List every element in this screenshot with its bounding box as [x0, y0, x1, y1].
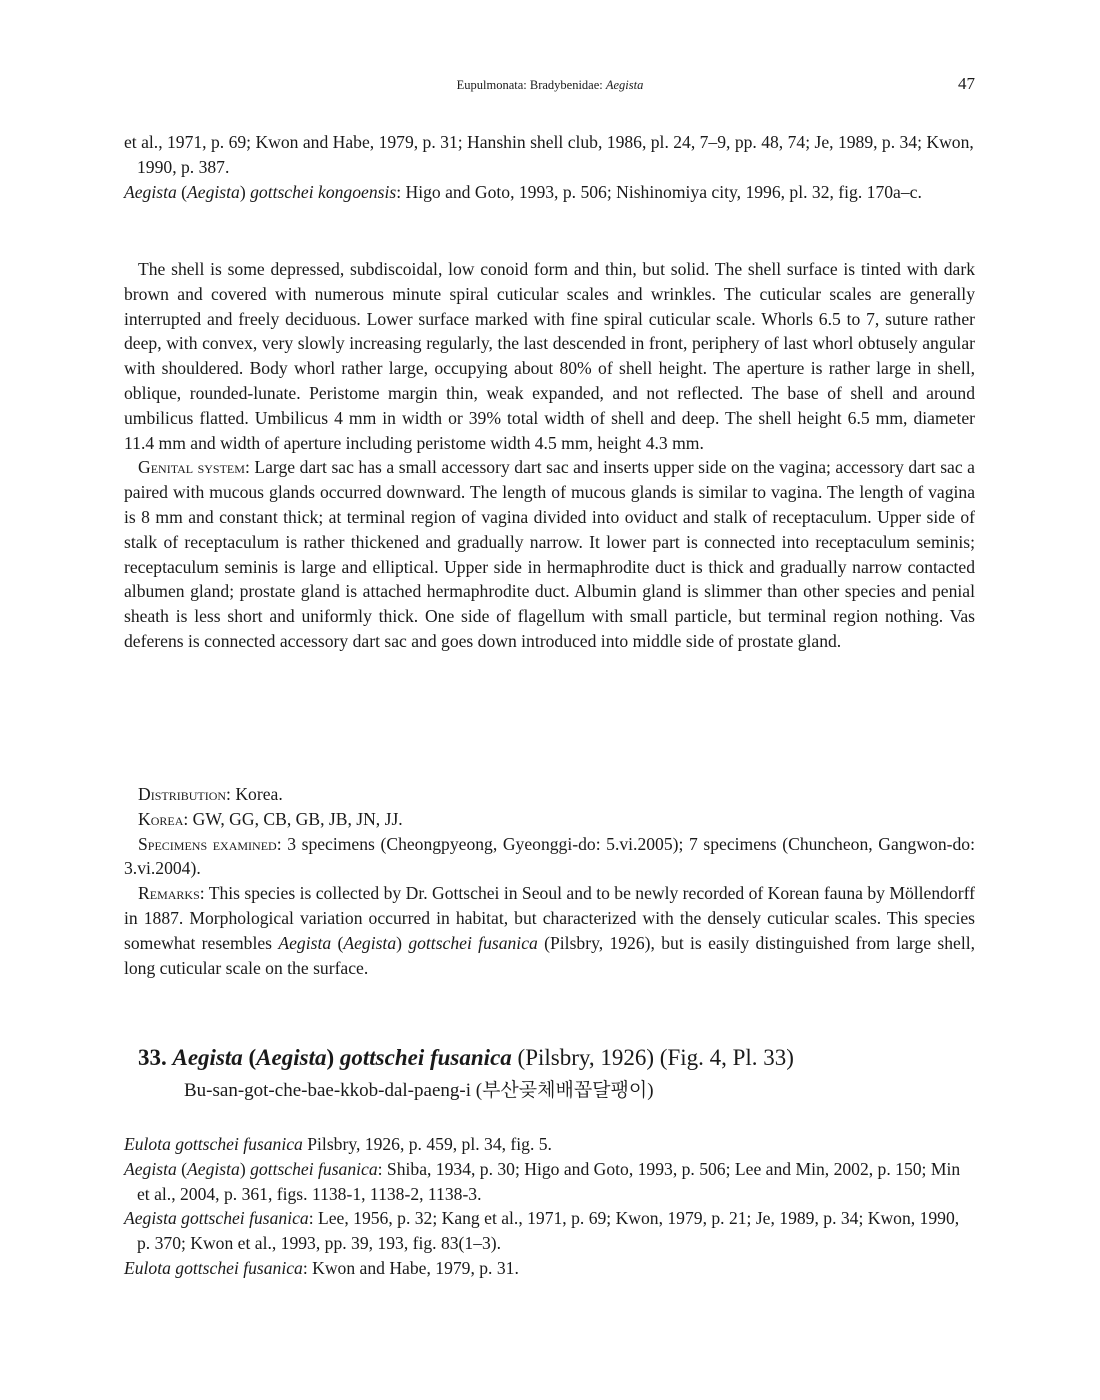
references-top: [124, 130, 975, 204]
korea-line: Korea: GW, GG, CB, GB, JB, JN, JJ.: [138, 808, 403, 829]
remarks-paragraph: Remarks: This species is collected by Dr. Gottschei in Seoul and to be newly recorded of Korean fauna by Möllendorff in 1887. Morphological variation occurred in habitat, but characterized with the densely cuticular scales. This species somewhat resembles Aegista (Aegista) gottschei fusanica (Pilsbry, 1926), but is easily distinguished from large shell, long cuticular scale on the surface.: [124, 883, 975, 978]
species-subgenus: Aegista: [256, 1045, 327, 1070]
species-epithet: gottschei fusanica: [339, 1045, 512, 1070]
running-head-text: Eupulmonata: Bradybenidae:: [456, 78, 606, 92]
synonymy-entry: Aegista (Aegista) gottschei fusanica: Shiba, 1934, p. 30; Higo and Goto, 1993, p. 506; Lee and Min, 2002, p. 150; Min et al., 2004, p. 361, figs. 1138-1, 1138-2, 1138-3.: [124, 1158, 961, 1204]
distribution-section: [124, 782, 975, 980]
description-paragraph: The shell is some depressed, subdiscoidal, low conoid form and thin, but solid. The shell surface is tinted with dark brown and covered with numerous minute spiral cuticular scales and wrinkles. The cuticular scales are generally interrupted and freely deciduous. Lower surface marked with fine spiral cuticular scale. Whorls 6.5 to 7, suture rather deep, with convex, very slowly increasing regularly, the last descended in front, periphery of last whorl obtusely angular with shouldered. Body whorl rather large, occupying about 80% of shell height. The aperture is rather large in shell, oblique, rounded-lunate. Peristome margin thin, weak expanded, and not reflected. The base of shell and around umbilicus flatted. Umbilicus 4 mm in width or 39% total width of shell and deep. The shell height 6.5 mm, diameter 11.4 mm and width of aperture including peristome width 4.5 mm, height 4.3 mm.: [124, 259, 975, 453]
species-number: 33.: [138, 1045, 167, 1070]
genital-system-paragraph: Genital system: Large dart sac has a small accessory dart sac and inserts upper side on the vagina; accessory dart sac a paired with mucous glands occurred downward. The length of mucous glands is similar to vagina. The length of vagina is 8 mm and constant thick; at terminal region of vagina divided into oviduct and stalk of receptaculum. Upper side of stalk of receptaculum is rather thickened and gradually narrow. It lower part is connected into receptaculum seminis; receptaculum seminis is large and elliptical. Upper side in hermaphrodite duct is thick and gradually narrow contacted albumen gland; prostate gland is attached hermaphrodite duct. Albumin gland is slimmer than other species and penial sheath is less short and uniformly thick. One side of flagellum with small particle, but terminal region nothing. Vas deferens is connected accessory dart sac and goes down introduced into middle side of prostate gland.: [124, 457, 975, 651]
synonymy-entry: Aegista gottschei fusanica: Lee, 1956, p. 32; Kang et al., 1971, p. 69; Kwon, 1979, p. 21; Je, 1989, p. 34; Kwon, 1990, p. 370; Kwon et al., 1993, pp. 39, 193, fig. 83(1–3).: [124, 1208, 960, 1254]
species-heading: 33. Aegista (Aegista) gottschei fusanica (Pilsbry, 1926) (Fig. 4, Pl. 33): [138, 1045, 794, 1070]
species-author: (Pilsbry, 1926) (Fig. 4, Pl. 33): [517, 1045, 794, 1070]
synonymy-list: [124, 1132, 975, 1281]
synonymy-entry: Eulota gottschei fusanica Pilsbry, 1926, p. 459, pl. 34, fig. 5.: [124, 1134, 552, 1154]
reference-entry: et al., 1971, p. 69; Kwon and Habe, 1979, p. 31; Hanshin shell club, 1986, pl. 24, 7–9, pp. 48, 74; Je, 1989, p. 34; Kwon, 1990, p. 387.: [124, 132, 974, 177]
korean-common-name: Bu-san-got-che-bae-kkob-dal-paeng-i (부산곶체배꼽달팽이): [184, 1080, 654, 1101]
reference-entry: Aegista (Aegista) gottschei kongoensis: Higo and Goto, 1993, p. 506; Nishinomiya city, 1996, pl. 32, fig. 170a–c.: [124, 181, 922, 202]
genital-system-label: Genital system: [138, 457, 245, 478]
running-head-genus: Aegista: [605, 78, 644, 92]
page-number: 47: [958, 74, 975, 93]
running-head: [0, 78, 1100, 93]
specimens-paragraph: Specimens examined: 3 specimens (Cheongpyeong, Gyeonggi-do: 5.vi.2005); 7 specimens (Chuncheon, Gangwon-do: 3.vi.2004).: [124, 833, 975, 879]
distribution-line: Distribution: Korea.: [138, 784, 283, 804]
description-section: [124, 257, 975, 654]
synonymy-entry: Eulota gottschei fusanica: Kwon and Habe, 1979, p. 31.: [124, 1257, 519, 1278]
species-genus: Aegista: [172, 1045, 243, 1070]
